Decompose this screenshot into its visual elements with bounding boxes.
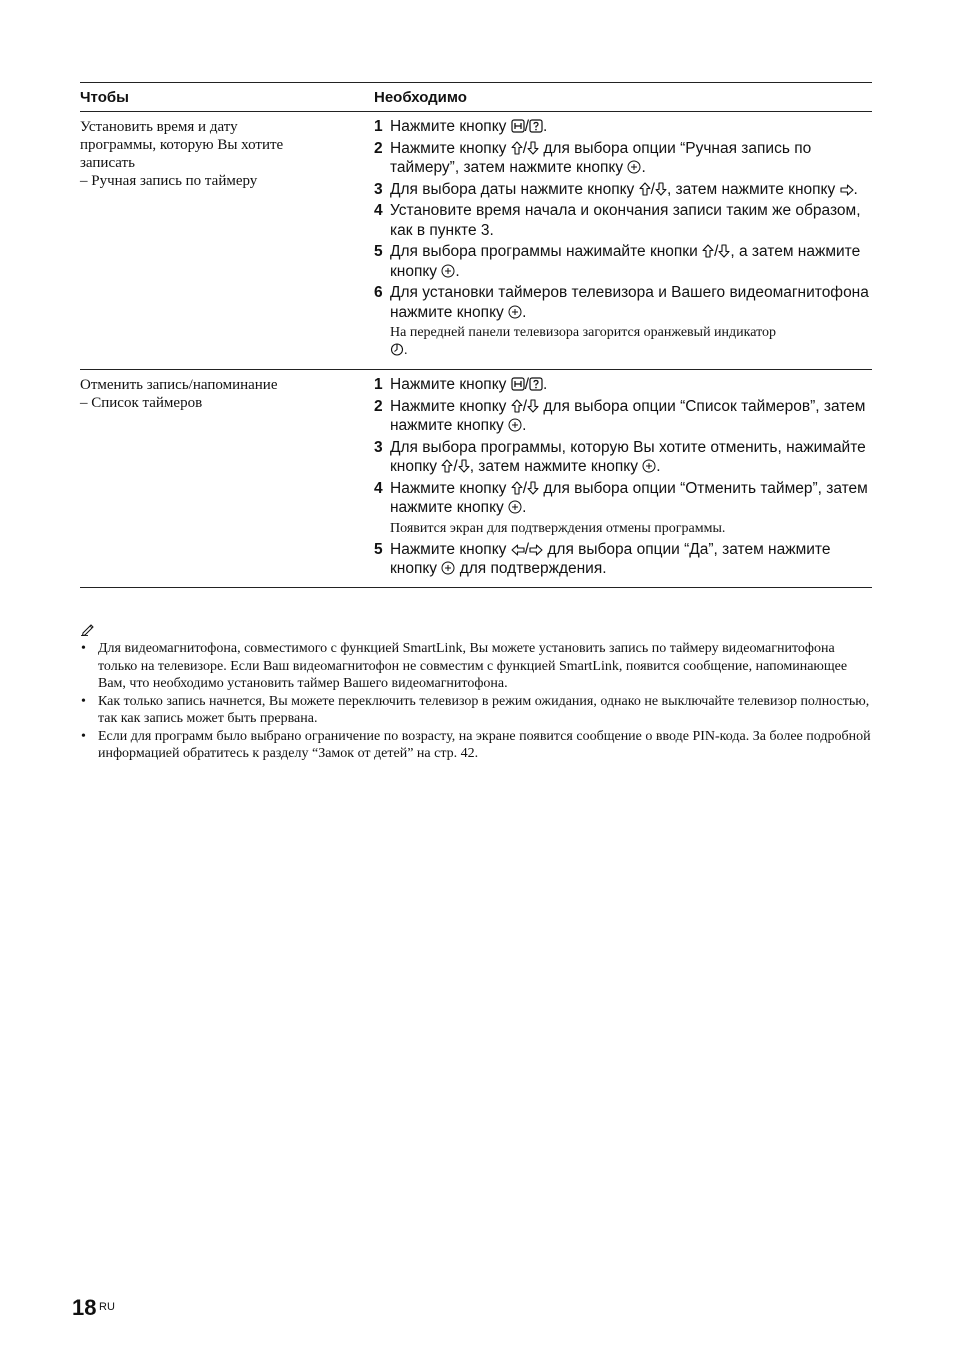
page-language-code: RU xyxy=(99,1301,115,1313)
step: 1 Нажмите кнопку / . xyxy=(374,376,548,393)
task-line: программы, которую Вы хотите xyxy=(80,137,284,153)
step-number: 1 xyxy=(374,376,383,393)
step-text: Для выбора программы, которую Вы хотите отменить, нажимайте кнопку xyxy=(390,438,866,475)
step-tail: . xyxy=(522,417,527,434)
step-number: 6 xyxy=(374,284,383,301)
step-text-mid: для выбора опции “Ручная запись по таймеру”, затем нажмите кнопку xyxy=(390,139,812,176)
step xyxy=(374,283,872,322)
step-tail: . xyxy=(543,118,548,135)
step: 5 Нажмите кнопку / для выбора опции “Да”, затем нажмите кнопку для подтверждения. xyxy=(374,540,831,577)
step: 1 Нажмите кнопку / . xyxy=(374,118,548,135)
row-steps xyxy=(374,115,872,361)
task-line: Установить время и дату xyxy=(80,119,238,135)
table-row xyxy=(80,370,872,587)
notes-section xyxy=(80,622,872,763)
ok-circle-icon xyxy=(441,264,455,278)
step: 5 Для выбора программы нажимайте кнопки / , а затем нажмите кнопку . xyxy=(374,243,861,280)
row-task xyxy=(80,373,374,579)
ok-circle-icon xyxy=(508,418,522,432)
step-tail: . xyxy=(455,262,460,280)
step-text-mid: для выбора опции “Отменить таймер”, затем нажмите кнопку xyxy=(390,479,868,516)
step-text: Нажмите кнопку xyxy=(390,376,507,393)
step-text-mid: , затем нажмите кнопку xyxy=(666,180,836,198)
step: 4 Нажмите кнопку / для выбора опции “Отменить таймер”, затем нажмите кнопку . xyxy=(374,479,868,516)
step-tail: . xyxy=(522,303,527,321)
help-icon xyxy=(529,119,543,133)
step: 3 Для выбора даты нажмите кнопку / , затем нажмите кнопку . xyxy=(374,180,858,198)
down-arrow-icon xyxy=(527,141,539,155)
step-number: 4 xyxy=(374,479,383,497)
table-bottom-rule xyxy=(80,587,872,588)
step-tail: . xyxy=(656,458,661,475)
step: 3 Для выбора программы, которую Вы хотите отменить, нажимайте кнопку / , затем нажмите кнопку . xyxy=(374,438,866,475)
step: 2 Нажмите кнопку / для выбора опции “Ручная запись по таймеру”, затем нажмите кнопку . xyxy=(374,139,812,176)
step-number: 3 xyxy=(374,180,383,198)
step-number: 2 xyxy=(374,397,383,415)
task-line: – Ручная запись по таймеру xyxy=(80,173,258,189)
table-header xyxy=(80,83,872,111)
step-number: 5 xyxy=(374,243,383,260)
result-text: На передней панели телевизора загорится оранжевый индикатор xyxy=(390,325,777,340)
bullet: • xyxy=(81,693,86,709)
step-result-note: На передней панели телевизора загорится оранжевый индикатор . xyxy=(390,325,777,358)
step-text-mid: для выбора опции “Список таймеров”, затем нажмите кнопку xyxy=(390,397,866,434)
table-row xyxy=(80,112,872,369)
step-text-mid: , а затем нажмите кнопку xyxy=(390,243,861,280)
up-arrow-icon xyxy=(441,459,453,473)
step-number: 5 xyxy=(374,540,383,558)
header-col-need: Необходимо xyxy=(374,88,467,106)
down-arrow-icon xyxy=(718,244,730,258)
step-text: Для выбора программы нажимайте кнопки xyxy=(390,243,698,260)
down-arrow-icon xyxy=(527,481,539,495)
step-tail: . xyxy=(543,376,548,393)
task-line: Отменить запись/напоминание xyxy=(80,377,278,393)
task-line: записать xyxy=(80,155,135,171)
step-text: Нажмите кнопку xyxy=(390,139,507,157)
step-text: Нажмите кнопку xyxy=(390,479,507,497)
ok-circle-icon xyxy=(508,305,522,319)
step-text: Для установки таймеров телевизора и Вашего видеомагнитофона нажмите кнопку xyxy=(390,284,869,321)
guide-info-icon xyxy=(511,119,525,133)
step-tail: . xyxy=(522,499,527,516)
task-line: – Список таймеров xyxy=(80,395,203,411)
step-text: Нажмите кнопку xyxy=(390,540,507,558)
note-item xyxy=(80,640,872,693)
note-pencil-icon xyxy=(80,622,872,640)
step-text: Для выбора даты нажмите кнопку xyxy=(390,180,635,198)
step-text-mid: , затем нажмите кнопку xyxy=(469,458,638,475)
note-item xyxy=(80,693,872,728)
step-number: 1 xyxy=(374,118,383,135)
guide-info-icon xyxy=(511,377,525,391)
ok-circle-icon xyxy=(508,500,522,514)
up-arrow-icon xyxy=(511,399,523,413)
note-text: Как только запись начнется, Вы можете переключить телевизор в режим ожидания, однако не выключайте телевизор полностью, так как запись может быть прервана. xyxy=(98,693,870,726)
note-text: Для видеомагнитофона, совместимого с функцией SmartLink, Вы можете установить запись по таймеру видеомагнитофона только на телевизоре. Если Ваш видеомагнитофон не совместим с функцией SmartLink, появится сообщение, напоминающее Вам, что необходимо установить таймер Вашего видеомагнитофона. xyxy=(98,641,848,691)
down-arrow-icon xyxy=(655,182,667,196)
step-text-mid: для выбора опции “Да”, затем нажмите кнопку xyxy=(390,540,831,577)
up-arrow-icon xyxy=(511,141,523,155)
instructions-table xyxy=(80,82,872,588)
note-text: Если для программ было выбрано ограничение по возрасту, на экране появится сообщение о вводе PIN-кода. За более подробной информацией обратитесь к разделу “Замок от детей” на стр. 42. xyxy=(98,728,871,761)
note-item xyxy=(80,728,872,763)
right-arrow-icon xyxy=(529,544,543,556)
step-tail: для подтверждения. xyxy=(459,560,607,577)
step-tail: . xyxy=(853,180,858,198)
ok-circle-icon xyxy=(627,160,641,174)
step-text: Установите время начала и окончания записи таким же образом, как в пункте 3. xyxy=(390,202,861,239)
timer-indicator-icon xyxy=(390,342,404,356)
left-arrow-icon xyxy=(511,544,525,556)
up-arrow-icon xyxy=(702,244,714,258)
step-number: 3 xyxy=(374,438,383,456)
right-arrow-icon xyxy=(840,184,854,196)
up-arrow-icon xyxy=(639,182,651,196)
step: 2 Нажмите кнопку / для выбора опции “Список таймеров”, затем нажмите кнопку . xyxy=(374,397,866,434)
help-icon xyxy=(529,377,543,391)
step-number: 4 xyxy=(374,202,383,219)
step-tail: . xyxy=(641,159,646,176)
ok-circle-icon xyxy=(441,561,455,575)
up-arrow-icon xyxy=(511,481,523,495)
step-text: Нажмите кнопку xyxy=(390,118,507,135)
step-text: Нажмите кнопку xyxy=(390,397,507,415)
step-number: 2 xyxy=(374,139,383,157)
ok-circle-icon xyxy=(642,459,656,473)
bullet: • xyxy=(81,641,86,656)
down-arrow-icon xyxy=(527,399,539,413)
row-steps xyxy=(374,373,872,579)
header-col-to: Чтобы xyxy=(80,88,129,106)
bullet: • xyxy=(81,728,86,744)
page-number: 18 xyxy=(72,1295,97,1320)
step xyxy=(374,201,872,240)
step-result-note: Появится экран для подтверждения отмены программы. xyxy=(390,520,726,536)
down-arrow-icon xyxy=(458,459,470,473)
row-task xyxy=(80,115,374,361)
